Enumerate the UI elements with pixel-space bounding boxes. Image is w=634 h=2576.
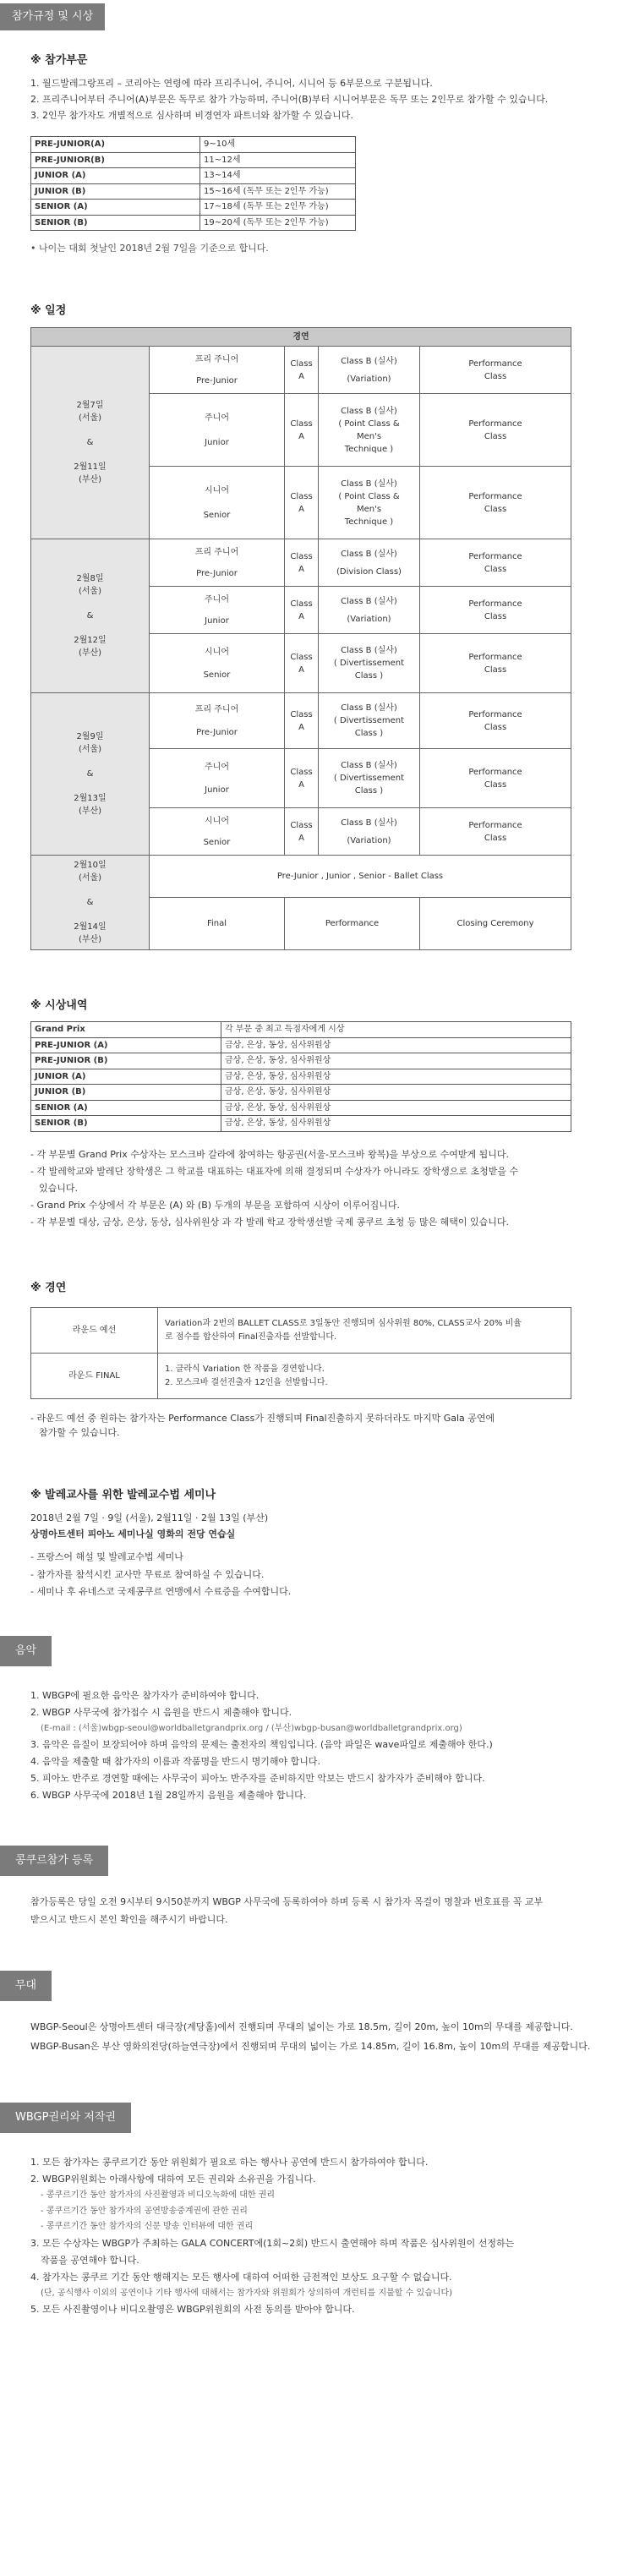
seminar-heading: ※ 발레교사를 위한 발레교수법 세미나 [30, 1489, 216, 1502]
rights-list: 1. 모든 참가자는 콩쿠르기간 동안 위원회가 필요로 하는 행사나 공연에 반드시 참가하여야 합니다. 2. WBGP위원회는 아래사항에 대하여 모든 권리와 소유권을 가집니다. - 콩쿠르기간 동안 참가자의 사진촬영과 비디오녹화에 대한 권리 - 콩쿠르기간 동안 참가자의 공연방송중계권에 관한 권리 - 콩쿠르기간 동안 참가자의 신문 방송 인터뷰에 대한 권리 3. 모든 수상자는 WBGP가 주최하는 GALA CONCERT에(1회~2회) 반드시 출연해야 하며 작품은 심사위원이 선정하는 작품을 공연해야 합니다. 4. 참가자는 콩쿠르 기간 동안 행해지는 모든 행사에 대하여 어떠한 금전적인 보상도 요구할 수 없습니다. (단, 공식행사 이외의 공연이나 기타 행사에 대해서는 참가자와 위원회가 상의하여 개런티를 지불할 수 있습니다) 5. 모든 사진촬영이나 비디오촬영은 WBGP위원회의 사전 동의를 받아야 합니다. [30, 2157, 515, 2316]
date-cell: 2월10일 (서울) & 2월14일 (부산) [31, 856, 150, 950]
rounds-note: - 라운드 예선 중 원하는 참가자는 Performance Class가 진행되며 Final진출하지 못하더라도 마지막 Gala 공연에 참가할 수 있습니다. [30, 1413, 495, 1439]
perf-cell: Performance Class [420, 467, 571, 539]
division-item: 1. 월드발레그랑프리 – 코리아는 연령에 따라 프리주니어, 주니어, 시니어 등 6부문으로 구분됩니다. [30, 78, 433, 90]
perf-cell: Performance Class [420, 587, 571, 634]
level-cell: 주니어 Junior [150, 749, 285, 808]
class-b-cell: Class B (실사) (Variation) [319, 347, 420, 394]
schedule-heading: ※ 일정 [30, 304, 67, 318]
closing-cell: Closing Ceremony [420, 898, 571, 950]
table-row: PRE-JUNIOR(A) 9~10세 [31, 137, 356, 153]
round-text: Variation과 2번의 BALLET CLASS로 3일동안 진행되며 심사위원 80%, CLASS교사 20% 비율 로 점수를 합산하여 Final진출자를 선발합니다. [158, 1308, 571, 1354]
seminar-date: 2018년 2월 7일 · 9일 (서울), 2월11일 · 2월 13일 (부산) [30, 1512, 269, 1524]
perf-cell: Performance Class [420, 634, 571, 693]
table-row: PRE-JUNIOR(B) 11~12세 [31, 152, 356, 168]
level-cell: 주니어 Junior [150, 394, 285, 467]
class-b-cell: Class B (실사) ( Point Class & Men's Technique ) [319, 394, 420, 467]
register-text: 참가등록은 당일 오전 9시부터 9시50분까지 WBGP 사무국에 등록하여야 하며 등록 시 참가자 목걸이 명찰과 번호표를 꼭 교부 받으시고 반드시 본인 확인을 해주시기 바랍니다. [30, 1895, 544, 1925]
schedule-table [30, 327, 571, 951]
schedule-head: 경연 [31, 327, 571, 347]
table-row: SENIOR (B) 금상, 은상, 동상, 심사위원상 [31, 1116, 571, 1132]
level-cell: 시니어 Senior [150, 634, 285, 693]
table-row: JUNIOR (B) 15~16세 (독무 또는 2인무 가능) [31, 183, 356, 200]
table-row: JUNIOR (B) 금상, 은상, 동상, 심사위원상 [31, 1085, 571, 1101]
class-b-cell: Class B (실사) ( Point Class & Men's Technique ) [319, 467, 420, 539]
stage-text: WBGP-Seoul은 상명아트센터 대극장(계당홀)에서 진행되며 무대의 넓이는 가로 18.5m, 길이 20m, 높이 10m의 무대를 제공합니다. WBGP-Busan은 부산 영화의전당(하늘연극장)에서 진행되며 무대의 넓이는 가로 14.85m, 길이 16.8m, 높이 10m의 무대를 제공합니다. [30, 2021, 591, 2052]
round-label: 라운드 FINAL [31, 1354, 158, 1399]
awards-table [30, 1021, 571, 1132]
division-item: 3. 2인무 참가자도 개별적으로 심사하며 비경연자 파트너와 참가할 수 있습니다. [30, 110, 353, 122]
seminar-list: - 프랑스어 해설 및 발레교수법 세미나 - 참가자를 참석시킨 교사만 무료로 참여하실 수 있습니다. - 세미나 후 유네스코 국제콩쿠르 연맹에서 수료증을 수여합니다. [30, 1551, 292, 1597]
section-title-stage: 무대 [0, 1971, 52, 2001]
level-cell: 프리 주니어 Pre-Junior [150, 347, 285, 394]
awards-notes: - 각 부문별 Grand Prix 수상자는 모스크바 갈라에 참여하는 항공권(서울-모스크바 왕복)을 부상으로 수여받게 됩니다. - 각 발레학교와 발레단 장학생은 그 학교를 대표하는 대표자에 의해 결정되며 수상자가 아니라도 장학생으로 초청받을 수 있습니다. - Grand Prix 수상에서 각 부문은 (A) 와 (B) 두개의 부문을 포함하여 시상이 이루어집니다. - 각 부문별 대상, 금상, 은상, 동상, 심사위원상 과 각 발레 학교 장학생선발 국제 콩쿠르 초청 등 많은 혜택이 있습니다. [30, 1148, 519, 1228]
section-title-rules: 참가규정 및 시상 [0, 3, 105, 30]
level-cell: 주니어 Junior [150, 587, 285, 634]
section-title-music: 음악 [0, 1636, 52, 1666]
class-a-cell: Class A [285, 467, 319, 539]
division-heading: ※ 참가부문 [30, 54, 88, 68]
age-table [30, 136, 356, 231]
class-a-cell: Class A [285, 587, 319, 634]
performance-cell: Performance [285, 898, 420, 950]
table-row: SENIOR (A) 금상, 은상, 동상, 심사위원상 [31, 1100, 571, 1116]
table-row: PRE-JUNIOR (A) 금상, 은상, 동상, 심사위원상 [31, 1037, 571, 1053]
class-b-cell: Class B (실사) (Division Class) [319, 539, 420, 587]
date-cell: 2월8일 (서울) & 2월12일 (부산) [31, 539, 150, 693]
level-cell: 시니어 Senior [150, 467, 285, 539]
ballet-class-cell: Pre-Junior , Junior , Senior - Ballet Class [150, 856, 571, 898]
class-a-cell: Class A [285, 749, 319, 808]
seminar-place: 상명아트센터 피아노 세미나실 영화의 전당 연습실 [30, 1529, 236, 1540]
level-cell: 프리 주니어 Pre-Junior [150, 539, 285, 587]
class-b-cell: Class B (실사) (Variation) [319, 587, 420, 634]
music-list: 1. WBGP에 필요한 음악은 참가자가 준비하여야 합니다. 2. WBGP 사무국에 참가접수 시 음원을 반드시 제출해야 합니다. (E-mail : (서울)wbgp-seoul@worldballetgrandprix.org / (부산)wbgp-busan@worldballetgrandprix.org) 3. 음악은 음질이 보장되어야 하며 음악의 문제는 출전자의 책임입니다. (음악 파일은 wave파일로 제출해야 한다.) 4. 음악을 제출할 때 참가자의 이름과 작품명을 반드시 명기해야 합니다. 5. 피아노 반주로 경연할 때에는 사무국이 피아노 반주자를 준비하지만 악보는 반드시 참가자가 준비해야 합니다. 6. WBGP 사무국에 2018년 1월 28일까지 음원을 제출해야 합니다. [30, 1689, 493, 1802]
perf-cell: Performance Class [420, 749, 571, 808]
rounds-table [30, 1307, 571, 1399]
table-row: SENIOR (A) 17~18세 (독무 또는 2인무 가능) [31, 200, 356, 216]
class-a-cell: Class A [285, 347, 319, 394]
class-b-cell: Class B (실사) ( Divertissement Class ) [319, 749, 420, 808]
table-row: SENIOR (B) 19~20세 (독무 또는 2인무 가능) [31, 215, 356, 231]
perf-cell: Performance Class [420, 347, 571, 394]
final-cell: Final [150, 898, 285, 950]
level-cell: 시니어 Senior [150, 808, 285, 856]
table-row: Grand Prix 각 부문 중 최고 득점자에게 시상 [31, 1022, 571, 1038]
class-b-cell: Class B (실사) (Variation) [319, 808, 420, 856]
perf-cell: Performance Class [420, 808, 571, 856]
table-row: PRE-JUNIOR (B) 금상, 은상, 동상, 심사위원상 [31, 1053, 571, 1069]
perf-cell: Performance Class [420, 693, 571, 749]
date-cell: 2월7일 (서울) & 2월11일 (부산) [31, 347, 150, 539]
class-a-cell: Class A [285, 693, 319, 749]
section-title-register: 콩쿠르참가 등록 [0, 1846, 108, 1876]
round-text: 1. 클라식 Variation 한 작품을 경연합니다. 2. 모스크바 결선진출자 12인을 선발합니다. [158, 1354, 571, 1399]
section-title-rights: WBGP권리와 저작권 [0, 2103, 131, 2133]
perf-cell: Performance Class [420, 539, 571, 587]
awards-heading: ※ 시상내역 [30, 999, 88, 1013]
division-item: 2. 프리주니어부터 주니어(A)부문은 독무로 참가 가능하며, 주니어(B)부터 시니어부문은 독무 또는 2인무로 참가할 수 있습니다. [30, 94, 549, 106]
level-cell: 프리 주니어 Pre-Junior [150, 693, 285, 749]
perf-cell: Performance Class [420, 394, 571, 467]
class-a-cell: Class A [285, 808, 319, 856]
table-row: JUNIOR (A) 13~14세 [31, 168, 356, 184]
age-note: • 나이는 대회 첫날인 2018년 2월 7일을 기준으로 합니다. [30, 243, 269, 254]
round-label: 라운드 예선 [31, 1308, 158, 1354]
date-cell: 2월9일 (서울) & 2월13일 (부산) [31, 693, 150, 856]
rounds-heading: ※ 경연 [30, 1281, 67, 1294]
class-a-cell: Class A [285, 394, 319, 467]
table-row: JUNIOR (A) 금상, 은상, 동상, 심사위원상 [31, 1069, 571, 1085]
class-b-cell: Class B (실사) ( Divertissement Class ) [319, 693, 420, 749]
class-a-cell: Class A [285, 539, 319, 587]
class-b-cell: Class B (실사) ( Divertissement Class ) [319, 634, 420, 693]
division-list [30, 76, 604, 123]
class-a-cell: Class A [285, 634, 319, 693]
